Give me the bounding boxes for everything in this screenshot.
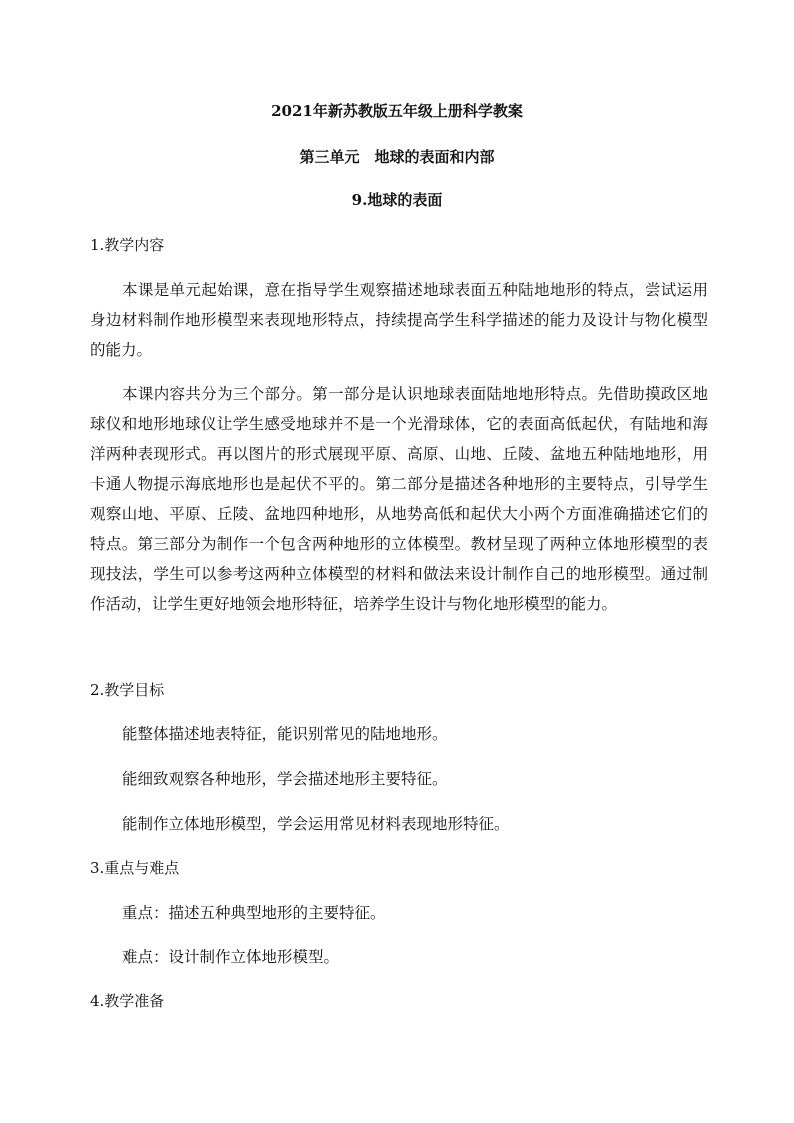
paragraph: 本课内容共分为三个部分。第一部分是认识地球表面陆地地形特点。先借助摸政区地球仪和地形地球仪让学生感受地球并不是一个光滑球体，它的表面高低起伏，有陆地和海洋两种表现形式。再以图片的形式展现平原、高原、山地、丘陵、盆地五种陆地地形，用卡通人物提示海底地形也是起伏不平的。第二部分是描述各种地形的主要特点，引导学生观察山地、平原、丘陵、盆地四种地形，从地势高低和起伏大小两个方面准确描述它们的特点。第三部分为制作一个包含两种地形的立体模型。教材呈现了两种立体地形模型的表现技法，学生可以参考这两种立体模型的材料和做法来设计制作自己的地形模型。通过制作活动，让学生更好地领会地形特征，培养学生设计与物化地形模型的能力。 <box>90 385 708 613</box>
lesson-title: 9.地球的表面 <box>351 191 443 209</box>
key-point-item: 重点：描述五种典型地形的主要特征。 <box>122 904 386 922</box>
section-heading-teaching-goals: 2.教学目标 <box>90 681 165 699</box>
goal-item: 能制作立体地形模型，学会运用常见材料表现地形特征。 <box>122 815 510 833</box>
document-title: 2021年新苏教版五年级上册科学教案 <box>271 102 523 120</box>
difficulty-item: 难点：设计制作立体地形模型。 <box>122 948 340 966</box>
goal-item: 能整体描述地表特征，能识别常见的陆地地形。 <box>122 725 448 743</box>
section-heading-teaching-content: 1.教学内容 <box>90 236 165 254</box>
unit-title: 第三单元 地球的表面和内部 <box>299 148 495 166</box>
section-heading-key-points: 3.重点与难点 <box>90 859 180 877</box>
paragraph: 本课是单元起始课，意在指导学生观察描述地球表面五种陆地地形的特点，尝试运用身边材料制作地形模型来表现地形特点，持续提高学生科学描述的能力及设计与物化模型的能力。 <box>90 281 708 359</box>
section-heading-preparation: 4.教学准备 <box>90 992 165 1010</box>
goal-item: 能细致观察各种地形，学会描述地形主要特征。 <box>122 770 448 788</box>
